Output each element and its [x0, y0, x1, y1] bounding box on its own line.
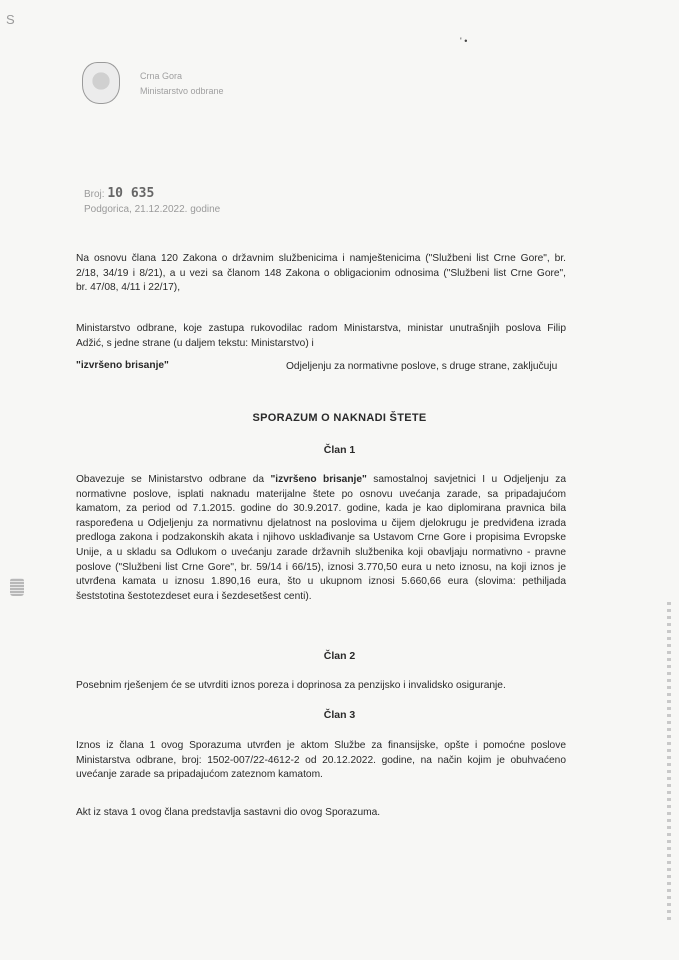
article-1-heading: Član 1 — [323, 444, 356, 456]
article-3-body — [76, 739, 566, 783]
paragraph-line: Ministarstvo odbrane, koje zastupa rukovodilac radom Ministarstva, ministar unutrašnjih poslova Filip — [76, 323, 566, 334]
paragraph-line: šeststotina šestotezdeset eura i šezdesetšest centi). — [76, 590, 312, 602]
reference-number — [84, 186, 154, 201]
article-2-body — [76, 679, 566, 694]
paragraph-line: Posebnim rješenjem će se utvrditi iznos poreza i doprinosa za penzijsko i invalidsko osiguranje. — [76, 680, 506, 691]
scan-edge-mark — [667, 600, 671, 920]
paragraph-line: predloga zakona i podzakonskih akata i njihovo usklađivanje sa Ustavom Crne Gore i propisima Evropske — [76, 532, 566, 544]
paragraph-line: utvrđena kamata u iznosu 1.890,16 eura, što u ukupnom iznosi 5.660,66 eura (slovima: pethiljada — [76, 576, 566, 588]
corner-scan-mark: S — [6, 12, 16, 27]
redacted-name: "izvršeno brisanje" — [270, 474, 367, 485]
paragraph-line: normativne poslove, isplati naknadu materijalne štete po osnovu uvećanja zarade, sa pripadajućom — [76, 488, 566, 500]
paragraph-line: poslove ("Službeni list Crne Gore", br. 59/14 i 66/15), iznosi 3.770,50 eura u neto iznosu, na koji iznos je — [76, 561, 566, 573]
paragraph-line: Ministarstva odbrane, broj: 1502-007/22-4612-2 od 20.12.2022. godine, na način kojim je obuhvaćeno — [76, 754, 566, 766]
parties-closing-text: Odjeljenju za normativne poslove, s druge strane, zaključuju — [286, 361, 558, 372]
date-label: Podgorica, — [84, 204, 132, 215]
paragraph-line: 2/18, 34/19 i 8/21), a u vezi sa članom 148 Zakona o obligacionim odnosima ("Službeni list Crne Gore", — [76, 267, 566, 279]
agreement-title: SPORAZUM O NAKNADI ŠTETE — [252, 412, 427, 424]
article-2-heading: Član 2 — [323, 650, 356, 662]
legal-basis-paragraph — [76, 252, 566, 296]
article-3-heading: Član 3 — [323, 709, 356, 721]
paragraph-line: Akt iz stava 1 ovog člana predstavlja sastavni dio ovog Sporazuma. — [76, 807, 381, 818]
date-value: 21.12.2022. — [134, 204, 188, 215]
paragraph-line: Iznos iz člana 1 ovog Sporazuma utvrđen je aktom Službe za finansijske, opšte i pomoćne poslove — [76, 740, 566, 751]
document-date — [84, 204, 220, 215]
article-3-note — [76, 806, 566, 821]
paragraph-line: kamatom, za period od 7.1.2015. godine do 30.9.2017. godine, kada je kao diplomirana pravnica bila — [76, 503, 566, 515]
top-scan-dots: ' • — [460, 36, 468, 46]
parties-paragraph — [76, 322, 566, 351]
article-1-body — [76, 473, 566, 604]
redacted-party-name: "izvršeno brisanje" — [76, 360, 169, 371]
reference-number-label: Broj: — [84, 189, 105, 200]
date-suffix: godine — [190, 204, 221, 215]
paragraph-line: Unije, a u skladu sa Odlukom o uvećanju zarade državnih službenika koji obavljaju normativno - pravne — [76, 546, 566, 558]
paragraph-line: br. 47/08, 4/11 i 22/17), — [76, 282, 181, 294]
institution-name: Crna Gora — [140, 71, 183, 81]
ministry-name: Ministarstvo odbrane — [140, 86, 224, 96]
paragraph-line: raspoređena u Odjeljenju za normativnu djelatnost na poslovima u čijem djelokrugu je predviđena izrada — [76, 517, 566, 529]
coat-of-arms-icon — [82, 62, 120, 104]
paragraph-line: Adžić, s jedne strane (u daljem tekstu: Ministarstvo) i — [76, 337, 314, 349]
scan-margin-mark — [10, 578, 24, 596]
paragraph-line: Obavezuje se Ministarstvo odbrane da "izvršeno brisanje" samostalnoj savjetnici I u Odjeljenju za — [76, 474, 566, 485]
paragraph-line: Na osnovu člana 120 Zakona o državnim službenicima i namještenicima ("Službeni list Crne Gore", br. — [76, 253, 566, 264]
paragraph-line: uvećanje zarade sa pripadajućom zateznom kamatom. — [76, 769, 323, 781]
reference-number-value: 10 635 — [107, 186, 155, 201]
